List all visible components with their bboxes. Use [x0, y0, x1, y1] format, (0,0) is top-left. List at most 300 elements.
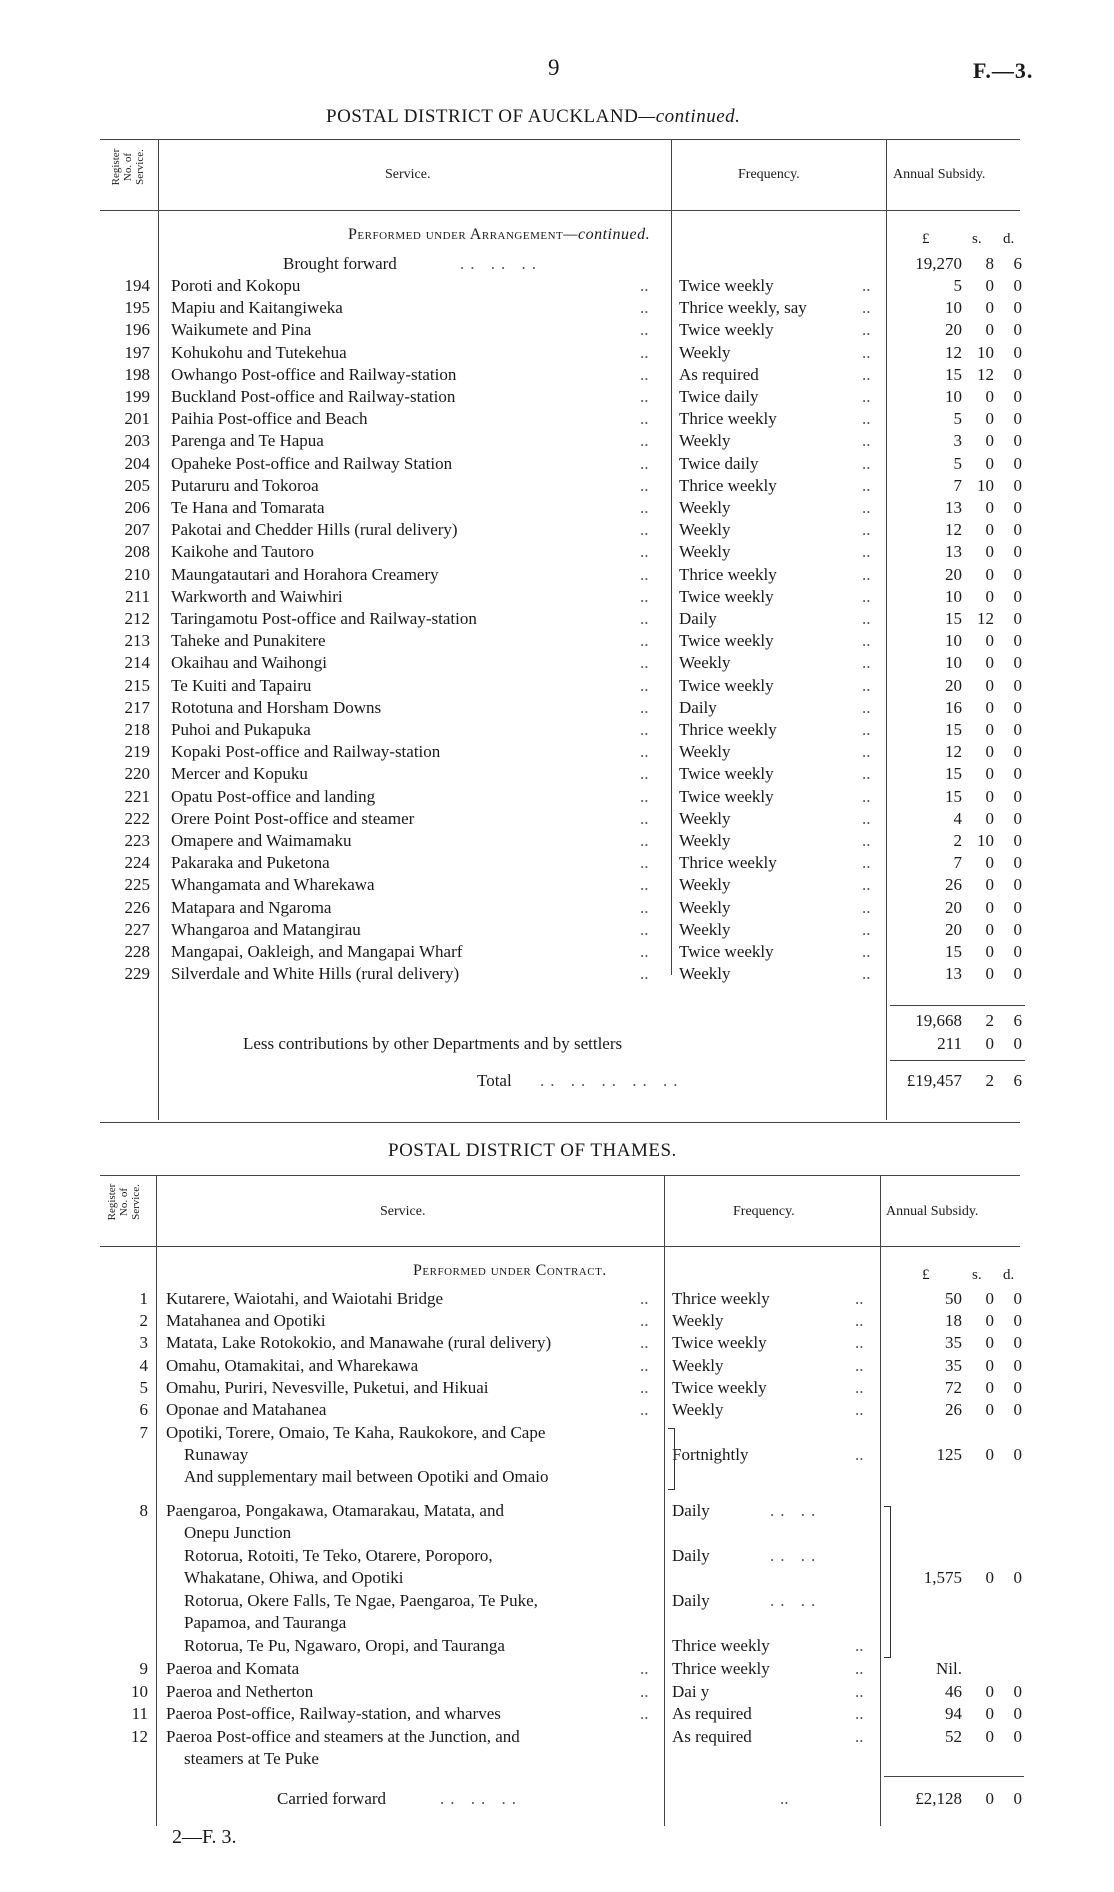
row-pence: 0: [1013, 631, 1022, 651]
row-frequency: Twice weekly: [679, 764, 774, 784]
table-row: 196 Waikumete and Pina Twice weekly 20 0 0 .. ..: [0, 319, 1114, 341]
row-pounds: 94: [945, 1704, 962, 1724]
row-pence: 0: [1013, 609, 1022, 628]
row-pounds: 15: [945, 609, 962, 628]
row-pence: 0: [1013, 942, 1022, 961]
carried-forward-pounds: £2,128: [915, 1789, 962, 1808]
auckland-header-bottom-rule: [100, 210, 1020, 211]
row-pounds: 15: [945, 786, 962, 806]
row-pence: 0: [1013, 1311, 1022, 1331]
thames-row-8-c2: [0, 1612, 1114, 1634]
row-service: Waikumete and Pina: [171, 320, 312, 340]
row-pence: 0: [1013, 831, 1022, 850]
auckland-subtotal-pounds: 19,668: [915, 1011, 962, 1030]
row-number: 220: [124, 764, 150, 784]
row-frequency: Thrice weekly: [672, 1289, 770, 1308]
table-row: 225 Whangamata and Wharekawa Weekly 26 0 0 .. ..: [0, 874, 1114, 896]
table-row: 221 Opatu Post-office and landing Twice weekly 15 0 0 .. ..: [0, 786, 1114, 808]
row-frequency: Weekly: [679, 498, 731, 517]
row-frequency: Thrice weekly: [679, 720, 777, 739]
row-service: Mercer and Kopuku: [171, 764, 308, 784]
row-number: 204: [124, 453, 150, 473]
thames-carried-forward-rule: [884, 1776, 1024, 1777]
row-pence: 0: [1013, 653, 1022, 673]
row-shillings: 0: [985, 786, 994, 806]
row-frequency: Thrice weekly: [679, 564, 777, 584]
row-number: 194: [124, 276, 150, 295]
auckland-pence-heading: d.: [1003, 231, 1015, 247]
row-pounds: 26: [945, 875, 962, 895]
auckland-shillings-heading: s.: [972, 231, 982, 247]
row-shillings: 0: [985, 875, 994, 895]
row-pounds: 72: [945, 1377, 962, 1397]
row-pounds: 20: [945, 919, 962, 939]
row-frequency: Twice daily: [679, 387, 759, 406]
row-shillings: 0: [985, 631, 994, 651]
thames-carried-forward-row: Carried forward .. .. .. .. £2,128 0 0: [277, 1789, 1022, 1808]
thames-row-7-service: Opotiki, Torere, Omaio, Te Kaha, Raukokore, and Cape: [166, 1423, 546, 1442]
row-frequency: Thrice weekly: [672, 1659, 770, 1678]
table-row: 213 Taheke and Punakitere Twice weekly 10 0 0 .. ..: [0, 630, 1114, 652]
row-shillings: 0: [985, 1355, 994, 1375]
row-shillings: 0: [985, 942, 994, 961]
thames-row-12-shillings: 0: [985, 1727, 994, 1746]
table-row: 218 Puhoi and Pukapuka Thrice weekly 15 0 0 .. ..: [0, 719, 1114, 741]
auckland-pounds-heading: £: [922, 231, 930, 247]
row-number: 212: [124, 609, 150, 628]
row-number: 215: [124, 675, 150, 695]
row-shillings: 0: [985, 320, 994, 340]
row-shillings: 0: [985, 897, 994, 917]
row-number: 2: [139, 1311, 148, 1331]
row-service: Taringamotu Post-office and Railway-station: [171, 609, 477, 628]
row-pence: 0: [1013, 1289, 1022, 1308]
auckland-title: POSTAL DISTRICT OF AUCKLAND—continued.: [326, 106, 741, 127]
brought-forward-shillings: 8: [985, 254, 994, 273]
row-pence: 0: [1013, 520, 1022, 540]
row-pence: 0: [1013, 1681, 1022, 1701]
row-pounds: 5: [953, 453, 962, 473]
thames-row-8-d1: Rotorua, Te Pu, Ngawaro, Oropi, and Tauranga Thrice weekly ..: [184, 1636, 864, 1655]
row-service: Taheke and Punakitere: [171, 631, 326, 651]
row-number: 199: [124, 387, 150, 406]
brought-forward-pence: 6: [1013, 254, 1022, 273]
row-shillings: 0: [985, 675, 994, 695]
thames-row-12-pence: 0: [1013, 1727, 1022, 1746]
row-service: Kopaki Post-office and Railway-station: [171, 742, 441, 762]
row-pence: 0: [1013, 276, 1022, 295]
row-shillings: 10: [977, 831, 994, 850]
row-shillings: 0: [985, 1704, 994, 1724]
row-number: 225: [124, 875, 150, 895]
thames-row-7-line2: Runaway Fortnightly .. 125 0 0: [184, 1445, 1022, 1464]
thames-row-8-c1: Rotorua, Okere Falls, Te Ngae, Paengaroa, Te Puke, Daily .. ..: [184, 1591, 822, 1610]
row-pounds: Nil.: [936, 1659, 962, 1678]
row-pounds: 18: [945, 1311, 962, 1331]
auckland-less-shillings: 0: [985, 1034, 994, 1053]
thames-row-12-frequency: As required: [672, 1727, 752, 1746]
thames-row-8-a1: 8 Paengaroa, Pongakawa, Otamarakau, Matata, and Daily .. ..: [0, 1500, 1114, 1522]
row-number: 11: [131, 1704, 148, 1724]
row-pence: 0: [1013, 742, 1022, 762]
table-row: 219 Kopaki Post-office and Railway-station Weekly 12 0 0 .. ..: [0, 741, 1114, 763]
thames-row-8-route-a-cont: Onepu Junction: [184, 1523, 292, 1542]
thames-row-8-route-b-frequency: Daily: [672, 1546, 710, 1565]
table-row: 204 Opaheke Post-office and Railway Station Twice daily 5 0 0 .. ..: [0, 453, 1114, 475]
row-shillings: 12: [977, 364, 994, 384]
row-number: 10: [131, 1681, 148, 1701]
thames-row-8-route-c-frequency: Daily: [672, 1591, 710, 1610]
row-frequency: Thrice weekly, say: [679, 298, 807, 318]
row-frequency: Weekly: [679, 653, 731, 673]
thames-row-7-line1: [0, 1422, 1114, 1444]
auckland-frequency-header: Frequency.: [738, 167, 800, 182]
thames-header-bottom-rule: [100, 1246, 1020, 1247]
row-pence: 0: [1013, 853, 1022, 873]
table-row: 195 Mapiu and Kaitangiweka Thrice weekly, say 10 0 0 .. ..: [0, 297, 1114, 319]
row-pence: 0: [1013, 298, 1022, 318]
row-frequency: Twice weekly: [679, 586, 774, 606]
table-row: 2 Matahanea and Opotiki Weekly 18 0 0 .. ..: [0, 1310, 1114, 1332]
row-frequency: Twice weekly: [679, 276, 774, 295]
row-pence: 0: [1013, 720, 1022, 739]
row-pounds: 20: [945, 564, 962, 584]
row-service: Opatu Post-office and landing: [171, 786, 376, 806]
thames-row-7-supplementary: And supplementary mail between Opotiki and Omaio: [184, 1467, 549, 1486]
row-pounds: 26: [945, 1400, 962, 1419]
row-pounds: 5: [953, 409, 962, 429]
row-frequency: Weekly: [679, 431, 731, 451]
row-pence: 0: [1013, 1355, 1022, 1375]
row-pounds: 13: [945, 964, 962, 984]
table-row: 198 Owhango Post-office and Railway-station As required 15 12 0 .. ..: [0, 364, 1114, 386]
table-row: 4 Omahu, Otamakitai, and Wharekawa Weekly 35 0 0 .. ..: [0, 1355, 1114, 1377]
row-number: 229: [124, 964, 150, 984]
row-frequency: Twice weekly: [679, 675, 774, 695]
thames-row-8-route-d-frequency: Thrice weekly: [672, 1636, 770, 1655]
row-shillings: 0: [985, 764, 994, 784]
row-number: 1: [139, 1289, 148, 1308]
row-pounds: 10: [945, 586, 962, 606]
row-pence: 0: [1013, 498, 1022, 517]
row-shillings: 0: [985, 742, 994, 762]
table-row: 11 Paeroa Post-office, Railway-station, and wharves As required 94 0 0 .. ..: [0, 1703, 1114, 1725]
row-service: Kaikohe and Tautoro: [171, 542, 314, 562]
row-frequency: Twice weekly: [679, 631, 774, 651]
table-row: 207 Pakotai and Chedder Hills (rural delivery) Weekly 12 0 0 .. ..: [0, 519, 1114, 541]
row-number: 6: [139, 1400, 148, 1419]
row-pence: 0: [1013, 697, 1022, 717]
row-shillings: 0: [985, 653, 994, 673]
row-pence: 0: [1013, 897, 1022, 917]
row-service: Owhango Post-office and Railway-station: [171, 364, 457, 384]
brought-forward-label: Brought forward: [283, 254, 397, 273]
row-number: 226: [124, 897, 150, 917]
table-row: 226 Matapara and Ngaroma Weekly 20 0 0 .. ..: [0, 897, 1114, 919]
row-shillings: 0: [985, 697, 994, 717]
auckland-total-pence: 6: [1013, 1071, 1022, 1090]
row-pounds: 10: [945, 387, 962, 406]
row-service: Kutarere, Waiotahi, and Waiotahi Bridge: [166, 1289, 444, 1308]
row-pounds: 15: [945, 764, 962, 784]
row-pence: 0: [1013, 786, 1022, 806]
row-pence: 0: [1013, 1704, 1022, 1724]
row-pounds: 35: [945, 1333, 962, 1353]
row-service: Whangamata and Wharekawa: [171, 875, 375, 895]
table-row: 210 Maungatautari and Horahora Creamery Thrice weekly 20 0 0 .. ..: [0, 564, 1114, 586]
row-shillings: 0: [985, 808, 994, 828]
thames-pounds-heading: £: [922, 1267, 930, 1283]
row-service: Maungatautari and Horahora Creamery: [171, 564, 439, 584]
row-pence: 0: [1013, 875, 1022, 895]
row-pounds: 13: [945, 542, 962, 562]
auckland-less-label: Less contributions by other Departments and by settlers: [243, 1034, 623, 1053]
row-pounds: 12: [945, 742, 962, 762]
table-row: 10 Paeroa and Netherton Dai y 46 0 0 .. ..: [0, 1681, 1114, 1703]
row-frequency: Dai y: [672, 1681, 710, 1701]
row-number: 206: [124, 498, 150, 517]
row-number: 211: [125, 586, 150, 606]
row-service: Paeroa Post-office, Railway-station, and wharves: [166, 1704, 501, 1724]
row-service: Parenga and Te Hapua: [171, 431, 324, 451]
row-service: Paihia Post-office and Beach: [171, 409, 368, 429]
table-row: 211 Warkworth and Waiwhiri Twice weekly 10 0 0 .. ..: [0, 586, 1114, 608]
row-pounds: 12: [945, 342, 962, 362]
row-pence: 0: [1013, 1333, 1022, 1353]
row-pounds: 12: [945, 520, 962, 540]
row-shillings: 0: [985, 542, 994, 562]
brought-forward-pounds: 19,270: [915, 254, 962, 273]
row-pounds: 5: [953, 276, 962, 295]
table-row: 5 Omahu, Puriri, Nevesville, Puketui, and Hikuai Twice weekly 72 0 0 .. ..: [0, 1377, 1114, 1399]
thames-row-7-service-cont: Runaway: [184, 1445, 249, 1464]
row-pounds: 4: [953, 808, 962, 828]
row-shillings: 0: [985, 520, 994, 540]
row-service: Okaihau and Waihongi: [171, 653, 328, 673]
row-number: 198: [124, 364, 150, 384]
row-number: 207: [124, 520, 150, 540]
row-service: Pakotai and Chedder Hills (rural delivery): [171, 520, 458, 540]
thames-row-12-line1: 12 Paeroa Post-office and steamers at the Junction, and As required .. 52 0 0: [0, 1726, 1114, 1748]
row-service: Kohukohu and Tutekehua: [171, 342, 347, 362]
row-pounds: 15: [945, 364, 962, 384]
auckland-less-pounds: 211: [937, 1034, 962, 1053]
thames-title: POSTAL DISTRICT OF THAMES.: [388, 1140, 677, 1161]
thames-row-8-b2: [0, 1567, 1114, 1589]
table-row: 1 Kutarere, Waiotahi, and Waiotahi Bridge Thrice weekly 50 0 0 .. ..: [0, 1288, 1114, 1310]
row-pounds: 20: [945, 320, 962, 340]
carried-forward-shillings: 0: [985, 1789, 994, 1808]
table-row: 208 Kaikohe and Tautoro Weekly 13 0 0 .. ..: [0, 541, 1114, 563]
row-shillings: 0: [985, 387, 994, 406]
row-number: 197: [124, 342, 150, 362]
row-pounds: 3: [953, 431, 962, 451]
row-pence: 0: [1013, 586, 1022, 606]
row-service: Poroti and Kokopu: [171, 276, 301, 295]
auckland-total-pounds: £19,457: [906, 1071, 962, 1090]
auckland-bottom-rule: [100, 1122, 1020, 1123]
row-pence: 0: [1013, 342, 1022, 362]
row-frequency: As required: [679, 364, 759, 384]
page-number: 9: [548, 55, 560, 80]
row-service: Pakaraka and Puketona: [171, 853, 330, 873]
thames-row-7-pence: 0: [1013, 1445, 1022, 1464]
row-pence: 0: [1013, 808, 1022, 828]
row-number: 210: [124, 564, 150, 584]
auckland-section-heading: Performed under Arrangement—continued.: [348, 226, 651, 243]
row-service: Putaruru and Tokoroa: [171, 475, 319, 495]
thames-row-12-service: Paeroa Post-office and steamers at the Junction, and: [166, 1727, 520, 1746]
auckland-subtotal-row: [0, 1010, 1114, 1032]
table-row: 197 Kohukohu and Tutekehua Weekly 12 10 0 .. ..: [0, 342, 1114, 364]
table-row: 227 Whangaroa and Matangirau Weekly 20 0 0 .. ..: [0, 919, 1114, 941]
row-shillings: 0: [985, 453, 994, 473]
table-row: 205 Putaruru and Tokoroa Thrice weekly 7 10 0 .. ..: [0, 475, 1114, 497]
row-service: Mapiu and Kaitangiweka: [171, 298, 343, 318]
table-row: 6 Oponae and Matahanea Weekly 26 0 0 .. ..: [0, 1399, 1114, 1421]
row-shillings: 0: [985, 431, 994, 451]
row-number: 213: [124, 631, 150, 651]
table-row: 212 Taringamotu Post-office and Railway-station Daily 15 12 0 .. ..: [0, 608, 1114, 630]
carried-forward-label: Carried forward: [277, 1789, 387, 1808]
row-number: 228: [124, 942, 150, 961]
row-pence: 0: [1013, 564, 1022, 584]
row-frequency: Weekly: [679, 520, 731, 540]
row-service: Omapere and Waimamaku: [171, 831, 352, 850]
row-number: 214: [124, 653, 150, 673]
row-service: Omahu, Puriri, Nevesville, Puketui, and Hikuai: [166, 1377, 489, 1397]
row-pounds: 13: [945, 498, 962, 517]
thames-row-8-route-b: Rotorua, Rotoiti, Te Teko, Otarere, Poroporo,: [184, 1546, 493, 1565]
table-row: 206 Te Hana and Tomarata Weekly 13 0 0 .. ..: [0, 497, 1114, 519]
row-service: Rototuna and Horsham Downs: [171, 697, 382, 717]
thames-row-8-route-b-cont: Whakatane, Ohiwa, and Opotiki: [184, 1568, 404, 1587]
row-service: Mangapai, Oakleigh, and Mangapai Wharf: [171, 942, 463, 961]
row-shillings: 0: [985, 1400, 994, 1419]
thames-row-7-line3: [0, 1466, 1114, 1488]
auckland-header-top-rule: [100, 139, 1020, 140]
auckland-total-row: Total .. .. .. .. .. £19,457 2 6: [477, 1071, 1022, 1090]
thames-row-8-pounds: 1,575: [923, 1568, 962, 1587]
row-service: Paeroa and Komata: [166, 1659, 300, 1678]
row-frequency: As required: [672, 1704, 752, 1724]
thames-row-8-route-a-frequency: Daily: [672, 1501, 710, 1520]
row-shillings: 0: [985, 1289, 994, 1308]
thames-header-top-rule: [100, 1175, 1020, 1176]
table-row: 9 Paeroa and Komata Thrice weekly Nil. .. ..: [0, 1658, 1114, 1680]
row-shillings: 0: [985, 1311, 994, 1331]
table-row: 220 Mercer and Kopuku Twice weekly 15 0 0 .. ..: [0, 763, 1114, 785]
row-frequency: Twice daily: [679, 453, 759, 473]
row-number: 222: [124, 808, 150, 828]
thames-row-7-shillings: 0: [985, 1445, 994, 1464]
row-pounds: 7: [953, 475, 962, 495]
row-shillings: 0: [985, 919, 994, 939]
row-service: Matapara and Ngaroma: [171, 897, 332, 917]
row-frequency: Weekly: [672, 1355, 724, 1375]
row-pence: 0: [1013, 387, 1022, 406]
row-pence: 0: [1013, 431, 1022, 451]
row-pounds: 46: [945, 1681, 962, 1701]
row-number: 196: [124, 320, 150, 340]
row-number: 201: [124, 409, 150, 429]
row-pounds: 16: [945, 697, 962, 717]
row-number: 9: [139, 1659, 148, 1678]
table-row: 228 Mangapai, Oakleigh, and Mangapai Wharf Twice weekly 15 0 0 .. ..: [0, 941, 1114, 963]
row-frequency: Weekly: [679, 742, 731, 762]
row-pounds: 20: [945, 675, 962, 695]
row-frequency: Thrice weekly: [679, 475, 777, 495]
auckland-total-shillings: 2: [985, 1071, 994, 1090]
thames-row-7-pounds: 125: [936, 1445, 962, 1464]
row-frequency: Daily: [679, 697, 717, 717]
thames-row-12-number: 12: [131, 1727, 148, 1746]
row-frequency: Twice weekly: [679, 942, 774, 961]
thames-section-heading: Performed under Contract.: [413, 1262, 607, 1279]
row-pence: 0: [1013, 675, 1022, 695]
auckland-less-pence: 0: [1013, 1034, 1022, 1053]
thames-row-7-brace: [668, 1428, 675, 1490]
table-row: 217 Rototuna and Horsham Downs Daily 16 0 0 .. ..: [0, 697, 1114, 719]
thames-frequency-header: Frequency.: [733, 1204, 795, 1219]
thames-subsidy-header: Annual Subsidy.: [886, 1204, 979, 1219]
row-shillings: 0: [985, 853, 994, 873]
table-row: 3 Matata, Lake Rotokokio, and Manawahe (rural delivery) Twice weekly 35 0 0 .. ..: [0, 1332, 1114, 1354]
table-row: 223 Omapere and Waimamaku Weekly 2 10 0 .. ..: [0, 830, 1114, 852]
thames-row-8-shillings: 0: [985, 1568, 994, 1587]
auckland-total-label: Total: [477, 1071, 512, 1090]
row-pence: 0: [1013, 964, 1022, 984]
thames-row-12-service-cont: steamers at Te Puke: [184, 1749, 319, 1768]
row-pounds: 35: [945, 1355, 962, 1375]
row-shillings: 0: [985, 1681, 994, 1701]
row-service: Matahanea and Opotiki: [166, 1311, 326, 1331]
row-pence: 0: [1013, 409, 1022, 429]
table-row: 194 Poroti and Kokopu Twice weekly 5 0 0 .. ..: [0, 275, 1114, 297]
row-frequency: Weekly: [679, 831, 731, 850]
row-service: Te Kuiti and Tapairu: [171, 675, 312, 695]
row-frequency: Weekly: [679, 542, 731, 562]
row-frequency: Thrice weekly: [679, 409, 777, 429]
thames-service-header: Service.: [380, 1204, 426, 1219]
row-frequency: Twice weekly: [679, 786, 774, 806]
thames-row-8-brace: [884, 1506, 891, 1658]
auckland-subsidy-header: Annual Subsidy.: [893, 167, 986, 182]
row-service: Opaheke Post-office and Railway Station: [171, 453, 453, 473]
table-row: 199 Buckland Post-office and Railway-station Twice daily 10 0 0 .. ..: [0, 386, 1114, 408]
row-pence: 0: [1013, 364, 1022, 384]
auckland-subtotal-shillings: 2: [985, 1011, 994, 1030]
row-frequency: Weekly: [679, 808, 731, 828]
row-number: 221: [124, 786, 150, 806]
thames-pence-heading: d.: [1003, 1267, 1015, 1283]
thames-row-7-frequency: Fortnightly: [672, 1445, 749, 1464]
row-pence: 0: [1013, 542, 1022, 562]
row-service: Omahu, Otamakitai, and Wharekawa: [166, 1355, 419, 1375]
row-number: 223: [124, 831, 150, 850]
thames-row-8-route-a: Paengaroa, Pongakawa, Otamarakau, Matata, and: [166, 1501, 504, 1520]
row-number: 3: [139, 1333, 148, 1353]
row-service: Te Hana and Tomarata: [171, 498, 325, 517]
thames-row-7-number: 7: [139, 1423, 148, 1442]
row-frequency: Weekly: [679, 919, 731, 939]
table-row: 222 Orere Point Post-office and steamer Weekly 4 0 0 .. ..: [0, 808, 1114, 830]
row-shillings: 10: [977, 342, 994, 362]
row-pence: 0: [1013, 764, 1022, 784]
row-shillings: 0: [985, 720, 994, 739]
row-number: 227: [124, 919, 150, 939]
row-pounds: 15: [945, 720, 962, 739]
